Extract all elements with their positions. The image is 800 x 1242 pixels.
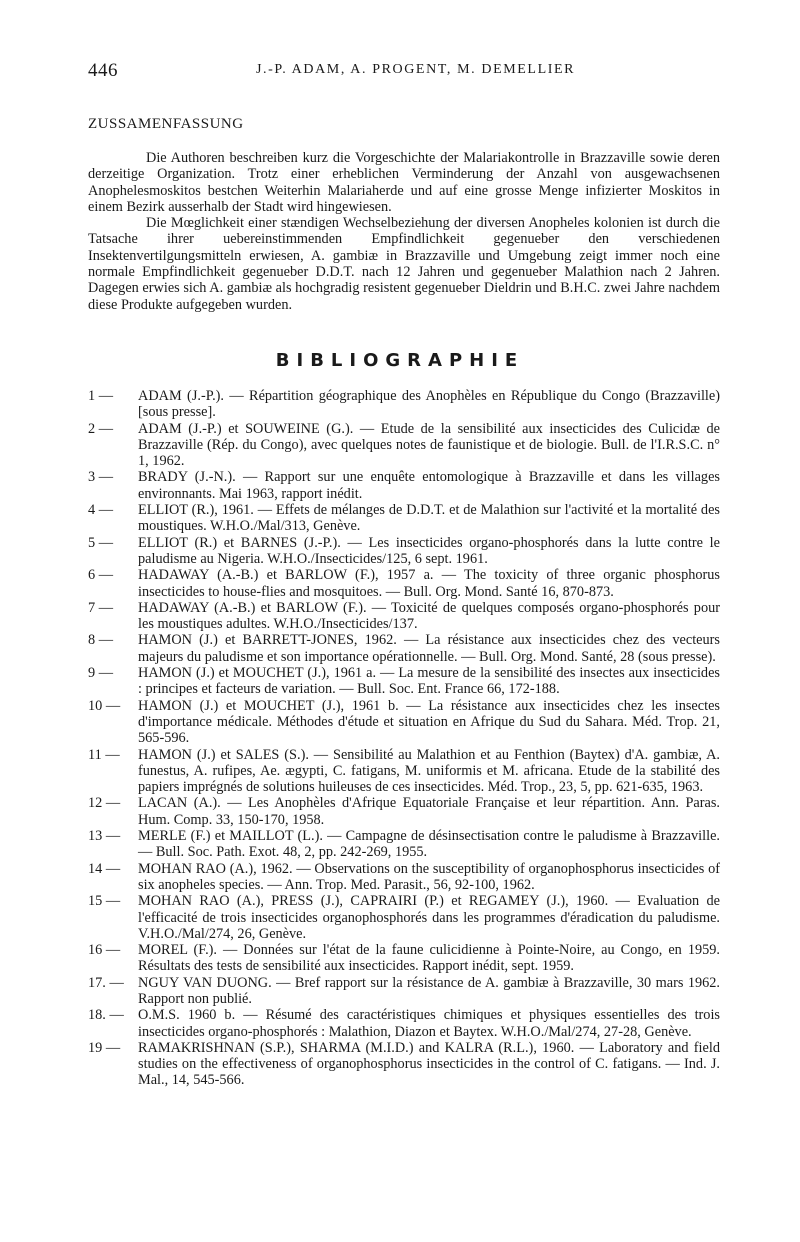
reference-text: MOREL (F.). — Données sur l'état de la faune culicidienne à Pointe-Noire, au Congo, en 1959. Résultats des tests de sensibilité aux insecticides. Rapport inédit, sept. 1959. <box>138 942 720 975</box>
reference-number: 6 — <box>88 567 114 584</box>
reference-item <box>88 861 720 894</box>
reference-item <box>88 632 720 665</box>
reference-text: ADAM (J.-P.). — Répartition géographique des Anophèles en République du Congo (Brazzaville) [sous presse]. <box>138 388 720 421</box>
reference-item <box>88 665 720 698</box>
reference-number: 16 — <box>88 942 121 959</box>
summary-paragraph: Die Authoren beschreiben kurz die Vorgeschichte der Malariakontrolle in Brazzaville sowie deren derzeitige Organization. Trotz einer erheblichen Verminderung der Anzahl von ausgewachsenen Anophelesmoskitos bestchen Weiterhin Malariaherde und auf eine grosse Menge infizierter Moskitos in einem Bezirk ausserhalb der Stadt wird hingewiesen. <box>88 150 720 215</box>
summary-paragraph: Die Mœglichkeit einer stændigen Wechselbeziehung der diversen Anopheles kolonien ist durch die Tatsache ihrer uebereinstimmenden Empfindlichkeit gegenueber den verschiedenen Insektenvertilgungsmitteln erwiesen, A. gambiæ in Brazzaville und Umgebung zeigt immer noch eine normale Empfindlichkeit gegenueber D.D.T. nach 12 Jahren und gegenueber Malathion nach 2 Jahren. Dagegen erwies sich A. gambiæ als hochgradig resistent gegenueber Dieldrin und B.H.C. zwei Jahre nachdem diese Produkte aufgegeben wurden. <box>88 215 720 313</box>
reference-item <box>88 469 720 502</box>
reference-text: ELLIOT (R.) et BARNES (J.-P.). — Les insecticides organo-phosphorés dans la lutte contre le paludisme au Nigeria. W.H.O./Insecticides/125, 6 sept. 1961. <box>138 534 720 567</box>
reference-number: 8 — <box>88 632 114 649</box>
reference-number: 15 — <box>88 893 121 910</box>
reference-item <box>88 698 720 747</box>
reference-text: LACAN (A.). — Les Anophèles d'Afrique Equatoriale Française et leur répartition. Ann. Paras. Hum. Comp. 33, 150-170, 1958. <box>138 795 720 828</box>
summary-heading: ZUSSAMENFASSUNG <box>88 116 244 132</box>
reference-number: 5 — <box>88 534 114 551</box>
reference-text: MERLE (F.) et MAILLOT (L.). — Campagne de désinsectisation contre le paludisme à Brazzaville. — Bull. Soc. Path. Exot. 48, 2, pp. 242-269, 1955. <box>138 828 720 861</box>
reference-number: 17. — <box>88 974 124 991</box>
reference-text: BRADY (J.-N.). — Rapport sur une enquête entomologique à Brazzaville et dans les villages environnants. Mai 1963, rapport inédit. <box>138 469 720 502</box>
reference-number: 14 — <box>88 860 121 877</box>
reference-text: RAMAKRISHNAN (S.P.), SHARMA (M.I.D.) and KALRA (R.L.), 1960. — Laboratory and field studies on the effectiveness of organophosphorus insecticides in the control of C. fatigans. — Ind. J. Mal., 14, 545-566. <box>138 1039 720 1089</box>
reference-item <box>88 535 720 568</box>
reference-text: MOHAN RAO (A.), 1962. — Observations on the susceptibility of organophosphorus insecticides of six anopheles species. — Ann. Trop. Med. Parasit., 56, 92-100, 1962. <box>138 860 720 893</box>
reference-text: ELLIOT (R.), 1961. — Effets de mélanges de D.D.T. et de Malathion sur l'activité et la mortalité des moustiques. W.H.O./Mal/313, Genève. <box>138 502 720 535</box>
bibliography-title: BIBLIOGRAPHIE <box>275 350 525 371</box>
running-head: J.-P. ADAM, A. PROGENT, M. DEMELLIER <box>256 62 576 77</box>
reference-item <box>88 388 720 421</box>
reference-item <box>88 1040 720 1089</box>
page-number: 446 <box>88 60 118 81</box>
reference-item <box>88 421 720 470</box>
reference-item <box>88 1007 720 1040</box>
reference-number: 7 — <box>88 599 114 616</box>
reference-text: HAMON (J.) et SALES (S.). — Sensibilité au Malathion et au Fenthion (Baytex) d'A. gambiæ, A. funestus, A. rufipes, Ae. ægypti, C. fatigans, M. uniformis et M. africana. Etude de la stabilité des papiers imprégnés de solutions huileuses de ces insecticides. Méd. Trop., 23, 5, pp. 621-635, 1963. <box>138 746 720 796</box>
reference-text: HAMON (J.) et BARRETT-JONES, 1962. — La résistance aux insecticides chez des vecteurs majeurs du paludisme et son importance opérationnelle. — Bull. Org. Mond. Santé, 28 (sous presse). <box>138 632 720 665</box>
reference-text: HADAWAY (A.-B.) et BARLOW (F.). — Toxicité de quelques composés organo-phosphorés pour les moustiques adultes. W.H.O./Insecticides/137. <box>138 599 720 633</box>
reference-item <box>88 828 720 861</box>
reference-number: 12 — <box>88 795 121 812</box>
reference-item <box>88 975 720 1008</box>
reference-number: 9 — <box>88 665 114 682</box>
reference-number: 11 — <box>88 746 120 763</box>
reference-text: HADAWAY (A.-B.) et BARLOW (F.), 1957 a. — The toxicity of three organic phosphorus insecticides to house-flies and mosquitoes. — Bull. Org. Mond. Santé 16, 870-873. <box>138 567 720 600</box>
reference-number: 13 — <box>88 828 121 845</box>
reference-item <box>88 747 720 796</box>
reference-text: MOHAN RAO (A.), PRESS (J.), CAPRAIRI (P.) et REGAMEY (J.), 1960. — Evaluation de l'efficacité de trois insecticides organophosphorés dans les programmes d'éradication du paludisme. V.H.O./Mal/274, 26, Genève. <box>138 893 720 942</box>
reference-item <box>88 567 720 600</box>
reference-number: 10 — <box>88 697 121 714</box>
reference-item <box>88 795 720 828</box>
reference-text: ADAM (J.-P.) et SOUWEINE (G.). — Etude de la sensibilité aux insecticides des Culicidæ de Brazzaville (Rép. du Congo), avec quelques notes de faunistique et de biologie. Bull. de l'I.R.S.C. n° 1, 1962. <box>138 420 720 470</box>
reference-item <box>88 893 720 942</box>
reference-number: 4 — <box>88 502 114 519</box>
reference-number: 1 — <box>88 388 114 404</box>
reference-item <box>88 502 720 535</box>
reference-item <box>88 942 720 975</box>
reference-text: O.M.S. 1960 b. — Résumé des caractéristiques chimiques et physiques essentielles des trois insecticides organo-phosphorés : Malathion, Diazon et Baytex. W.H.O./Mal/274, 27-28, Genève. <box>138 1007 720 1040</box>
summary-body <box>88 150 720 313</box>
reference-text: HAMON (J.) et MOUCHET (J.), 1961 b. — La résistance aux insecticides chez les insectes d'importance médicale. Méthodes d'étude et situation en Afrique du Sud du Sahara. Méd. Trop. 21, 565-596. <box>138 697 720 747</box>
reference-number: 3 — <box>88 469 114 486</box>
reference-text: HAMON (J.) et MOUCHET (J.), 1961 a. — La mesure de la sensibilité des insectes aux insecticides : principes et facteurs de variation. — Bull. Soc. Ent. France 66, 172-188. <box>138 665 720 698</box>
reference-text: NGUY VAN DUONG. — Bref rapport sur la résistance de A. gambiæ à Brazzaville, 30 mars 1962. Rapport non publié. <box>138 974 720 1007</box>
reference-number: 19 — <box>88 1039 121 1056</box>
reference-number: 18. — <box>88 1007 124 1024</box>
bibliography-list <box>88 388 720 1089</box>
reference-number: 2 — <box>88 420 114 437</box>
reference-item <box>88 600 720 633</box>
